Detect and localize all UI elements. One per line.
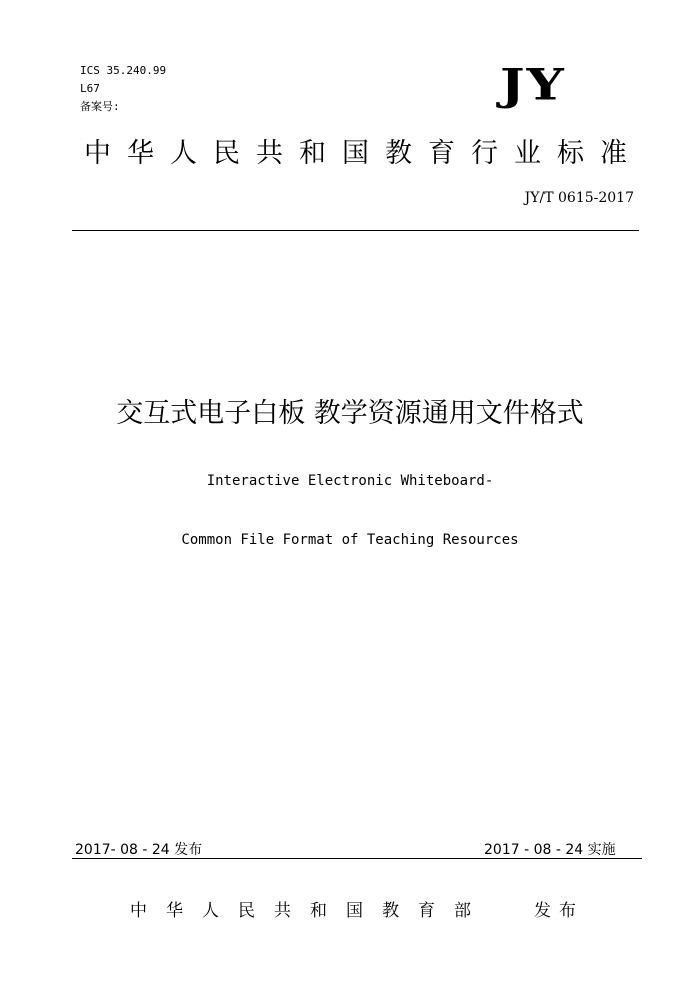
- industry-standard-heading: 中华人民共和国教育行业标准: [84, 138, 643, 169]
- implementation-date: 2017 - 08 - 24 实施: [484, 842, 616, 858]
- record-number-label: 备案号:: [80, 100, 120, 113]
- ics-code: ICS 35.240.99: [80, 64, 167, 77]
- publish-action: 发布: [534, 901, 584, 921]
- jy-logo: JY: [500, 60, 566, 111]
- document-title-english-line1: Interactive Electronic Whiteboard-: [206, 473, 494, 489]
- release-date: 2017- 08 - 24 发布: [75, 842, 203, 858]
- classification-code: L67: [80, 82, 100, 95]
- footer-divider: [72, 858, 642, 859]
- header-divider: [72, 230, 639, 231]
- publisher-name: 中华人民共和国教育部: [130, 901, 490, 921]
- document-title-chinese: 交互式电子白板 教学资源通用文件格式: [116, 398, 584, 429]
- document-title-english-line2: Common File Format of Teaching Resources: [181, 532, 519, 548]
- standard-number: JY/T 0615-2017: [524, 190, 634, 206]
